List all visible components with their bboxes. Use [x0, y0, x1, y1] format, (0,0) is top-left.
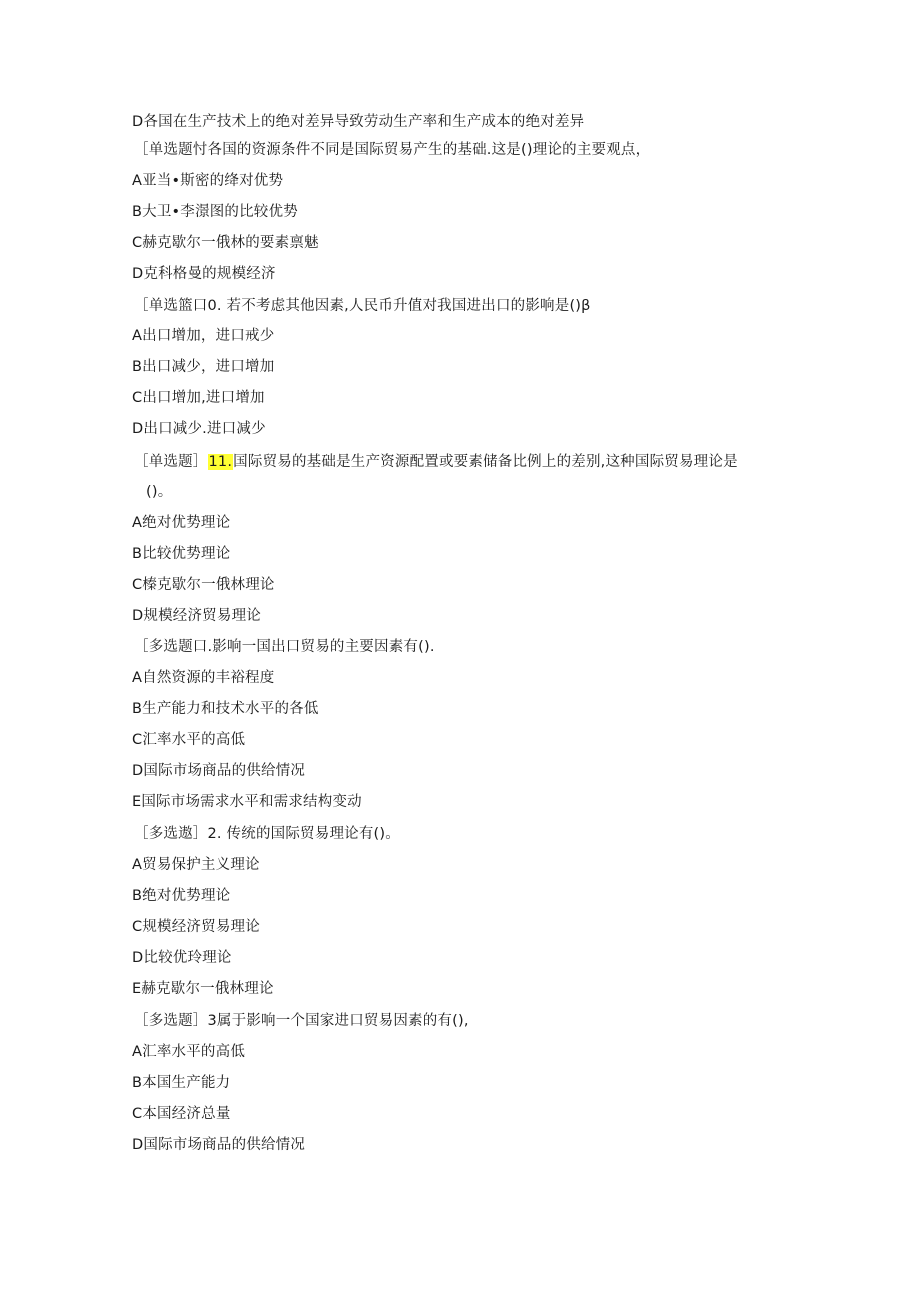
option-text: D国际市场商品的供给情况: [132, 763, 306, 779]
option-text: B本国生产能力: [132, 1075, 231, 1091]
option-text: A自然资源的丰裕程度: [132, 670, 275, 686]
option-text: C赫克歇尔一俄林的要素禀魅: [132, 235, 319, 251]
question-text: ［多选题］3属于影响一个国家进口贸易因素的有(),: [134, 1013, 469, 1029]
option-text: B比较优势理论: [132, 546, 231, 562]
option-text: A亚当•斯密的绛对优势: [132, 173, 284, 189]
question-text: ［多选题口.影响一国出口贸易的主要因素有().: [134, 639, 435, 655]
question-prefix: ［单选题］: [134, 454, 208, 470]
option-text: D克科格曼的规模经济: [132, 266, 276, 282]
option-text: D出口减少.进口减少: [132, 421, 266, 437]
option-text: B大卫•李澋图的比较优势: [132, 204, 298, 220]
question-text: [134, 452, 738, 472]
option-text: B绝对优势理论: [132, 888, 231, 904]
option-text: D国际市场商品的供给情况: [132, 1137, 306, 1153]
option-text: A绝对优势理论: [132, 515, 231, 531]
option-text: A汇率水平的高低: [132, 1044, 246, 1060]
option-text: C榛克歇尔一俄林理论: [132, 577, 275, 593]
option-text: B生产能力和技术水平的各低: [132, 701, 319, 717]
option-text: D比较优玲理论: [132, 950, 232, 966]
question-text-continuation: ()。: [146, 484, 173, 500]
option-text: C汇率水平的高低: [132, 732, 246, 748]
option-text: C出口增加,进口增加: [132, 390, 265, 406]
question-text: ［多选遨］2. 传统的国际贸易理论有()。: [134, 826, 400, 842]
question-body: 国际贸易的基础是生产资源配置或要素储备比例上的差别,这种国际贸易理论是: [233, 454, 738, 470]
option-text: E国际市场需求水平和需求结构变动: [132, 794, 362, 810]
option-text: A出口增加，进口戒少: [132, 328, 275, 344]
highlighted-question-number: 11.: [208, 454, 233, 470]
option-text: A贸易保护主义理论: [132, 857, 260, 873]
option-text: D各国在生产技术上的绝对差异导致劳动生产率和生产成本的绝对差异: [132, 114, 585, 130]
question-text: ［单选篮口0. 若不考虑其他因素,人民币升值对我国进出口的影响是()β: [134, 298, 591, 314]
option-text: C规模经济贸易理论: [132, 919, 260, 935]
question-text: ［单选题忖各国的资源条件不同是国际贸易产生的基础.这是()理论的主要观点，: [134, 142, 651, 158]
option-text: D规模经济贸易理论: [132, 608, 261, 624]
option-text: E赫克歇尔一俄林理论: [132, 981, 274, 997]
option-text: C本国经济总量: [132, 1106, 231, 1122]
option-text: B出口减少，进口增加: [132, 359, 275, 375]
